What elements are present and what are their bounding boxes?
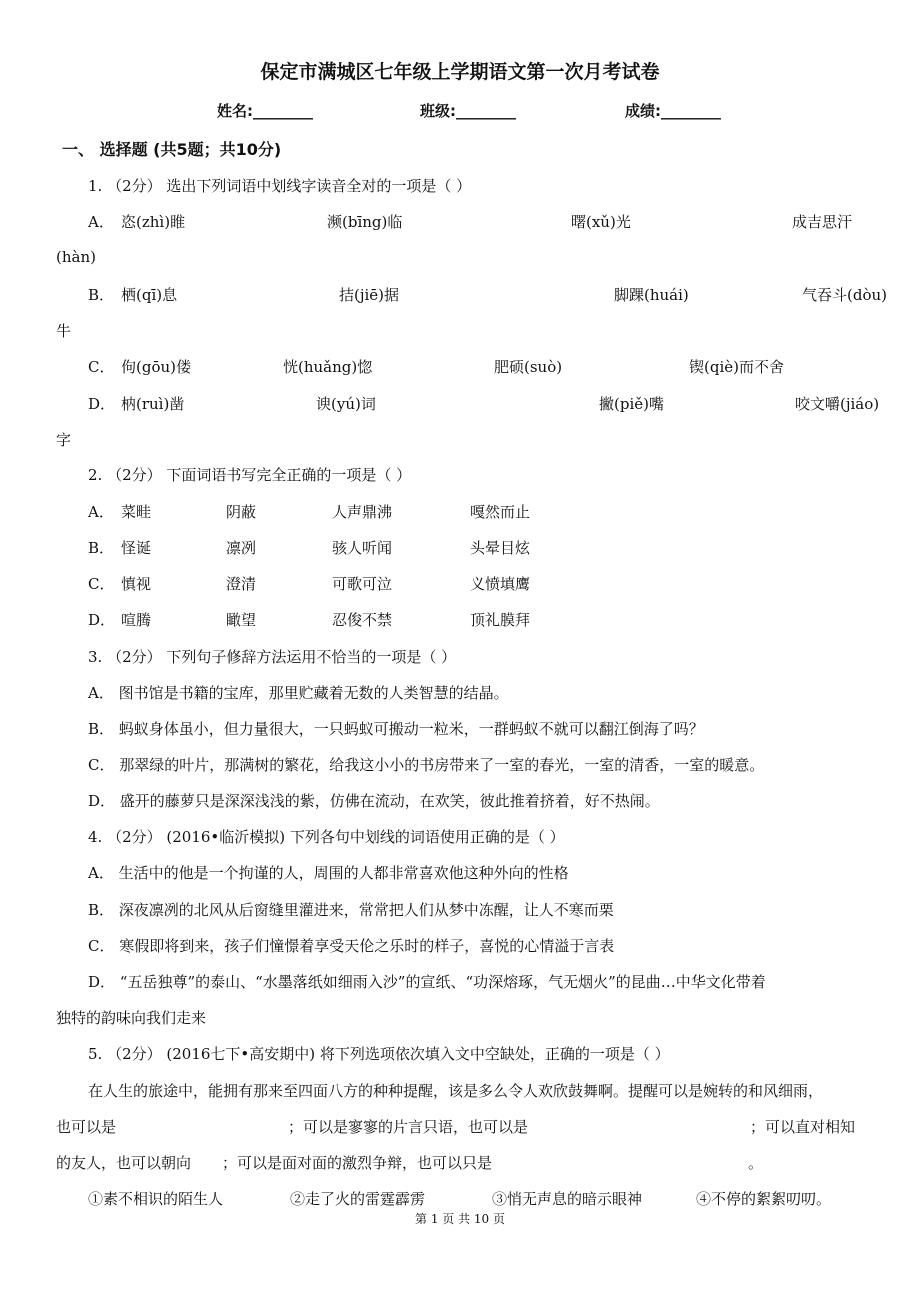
q2-option-c-word1: 慎视 (121, 575, 152, 593)
q2-option-a-label: A． (88, 503, 114, 521)
q2-option-a-word1: 菜畦 (121, 503, 152, 521)
q1-option-c-word1: 佝(gōu)偻 (121, 358, 191, 376)
q2-option-d-word2: 瞰望 (226, 611, 257, 629)
q2-option-d-word3: 忍俊不禁 (332, 611, 393, 629)
q2-option-a-word4: 嘎然而止 (470, 503, 531, 521)
q4-option-d: D． “五岳独尊”的泰山、“水墨落纸如细雨入沙”的宣纸、“功深熔琢，气无烟火”的昆曲…中华文化带着 (88, 973, 766, 991)
q2-option-a-word2: 阴蔽 (226, 503, 257, 521)
q1-option-c-label: C． (88, 358, 115, 376)
q1-option-d-word4-cont: 字 (56, 431, 72, 449)
q5-passage-line2b: ；可以是寥寥的片言只语，也可以是 (288, 1118, 529, 1136)
q2-option-d-word4: 顶礼膜拜 (470, 611, 531, 629)
q1-option-a-word4-cont: (hàn) (56, 248, 96, 266)
q5-passage-line2c: ；可以直对相知 (750, 1118, 856, 1136)
q2-option-d-label: D． (88, 611, 116, 629)
q5-option-3: ③悄无声息的暗示眼神 (492, 1190, 643, 1208)
q3-option-c: C． 那翠绿的叶片，那满树的繁花，给我这小小的书房带来了一室的春光，一室的清香，一室的暖意。 (88, 756, 765, 774)
q5-passage-line2a: 也可以是 (56, 1118, 117, 1136)
q4-option-b: B． 深夜凛冽的北风从后窗缝里灌进来，常常把人们从梦中冻醒，让人不寒而栗 (88, 901, 614, 919)
page-footer: 第 1 页 共 10 页 (415, 1212, 505, 1226)
q1-option-c-word3: 肥硕(suò) (494, 358, 563, 376)
q1-option-a-word2: 濒(bīng)临 (327, 213, 403, 231)
q1-option-a-word1: 恣(zhì)睢 (121, 213, 186, 231)
q1-option-a-word4: 成吉思汗 (792, 213, 853, 231)
score-field: 成绩:________ (625, 102, 721, 120)
q5-passage-line3c: 。 (748, 1154, 764, 1172)
question-4-stem: 4. （2分） (2016•临沂模拟) 下列各句中划线的词语使用正确的是（ ） (88, 828, 565, 846)
q1-option-c-word2: 恍(huǎng)惚 (283, 358, 373, 376)
q2-option-d-word1: 喧腾 (121, 611, 152, 629)
page-title: 保定市满城区七年级上学期语文第一次月考试卷 (260, 61, 660, 83)
q1-option-b-label: B． (88, 286, 115, 304)
q2-option-b-word2: 凛冽 (226, 539, 257, 557)
question-1-stem: 1. （2分） 选出下列词语中划线字读音全对的一项是（ ） (88, 177, 472, 195)
q1-option-a-word3: 曙(xǔ)光 (571, 213, 631, 231)
q3-option-b: B． 蚂蚁身体虽小，但力量很大，一只蚂蚁可搬动一粒米，一群蚂蚁不就可以翻江倒海了吗？ (88, 720, 704, 738)
q1-option-d-word3: 撇(piě)嘴 (599, 395, 664, 413)
q2-option-c-word2: 澄清 (226, 575, 257, 593)
question-2-stem: 2. （2分） 下面词语书写完全正确的一项是（ ） (88, 466, 412, 484)
q2-option-b-label: B． (88, 539, 115, 557)
q1-option-b-word4: 气吞斗(dòu) (802, 286, 887, 304)
q5-passage-line1: 在人生的旅途中，能拥有那来至四面八方的种种提醒，该是多么令人欢欣鼓舞啊。提醒可以是婉转的和风细雨， (88, 1082, 824, 1100)
section-heading: 一、 选择题 (共5题；共10分) (62, 140, 282, 159)
q4-option-c: C． 寒假即将到来，孩子们憧憬着享受天伦之乐时的样子，喜悦的心情溢于言表 (88, 937, 615, 955)
q1-option-d-word1: 枘(ruì)凿 (121, 395, 185, 413)
name-field: 姓名:________ (217, 102, 313, 120)
q5-option-2: ②走了火的雷霆霹雳 (290, 1190, 426, 1208)
question-3-stem: 3. （2分） 下列句子修辞方法运用不恰当的一项是（ ） (88, 648, 457, 666)
q1-option-b-word4-cont: 牛 (56, 322, 72, 340)
q2-option-c-word3: 可歌可泣 (332, 575, 393, 593)
q2-option-a-word3: 人声鼎沸 (332, 503, 393, 521)
q1-option-d-word4: 咬文嚼(jiáo) (795, 395, 880, 413)
q2-option-c-word4: 义愤填鹰 (470, 575, 531, 593)
q4-option-a: A． 生活中的他是一个拘谨的人，周围的人都非常喜欢他这种外向的性格 (88, 864, 569, 882)
class-field: 班级:________ (420, 102, 516, 120)
q3-option-a: A． 图书馆是书籍的宝库，那里贮藏着无数的人类智慧的结晶。 (88, 684, 509, 702)
q5-option-4: ④不停的絮絮叨叨。 (696, 1190, 832, 1208)
q4-option-d-cont: 独特的韵味向我们走来 (56, 1009, 207, 1027)
q2-option-c-label: C． (88, 575, 115, 593)
q3-option-d: D． 盛开的藤萝只是深深浅浅的紫，仿佛在流动，在欢笑，彼此推着挤着，好不热闹。 (88, 792, 660, 810)
question-5-stem: 5. （2分） (2016七下•高安期中) 将下列选项依次填入文中空缺处，正确的一项是（ ） (88, 1045, 670, 1063)
q1-option-b-word2: 拮(jiē)据 (339, 286, 400, 304)
q1-option-b-word3: 脚踝(huái) (614, 286, 689, 304)
q1-option-d-word2: 谀(yú)词 (316, 395, 376, 413)
q1-option-b-word1: 栖(qī)息 (121, 286, 178, 304)
q2-option-b-word3: 骇人听闻 (332, 539, 393, 557)
q5-option-1: ①素不相识的陌生人 (88, 1190, 224, 1208)
q2-option-b-word4: 头晕目炫 (470, 539, 531, 557)
q2-option-b-word1: 怪诞 (121, 539, 152, 557)
q1-option-c-word4: 锲(qiè)而不舍 (689, 358, 784, 376)
q1-option-d-label: D． (88, 395, 116, 413)
q5-passage-line3a: 的友人，也可以朝向 (56, 1154, 192, 1172)
q1-option-a-label: A． (88, 213, 114, 231)
q5-passage-line3b: ；可以是面对面的激烈争辩，也可以只是 (222, 1154, 493, 1172)
